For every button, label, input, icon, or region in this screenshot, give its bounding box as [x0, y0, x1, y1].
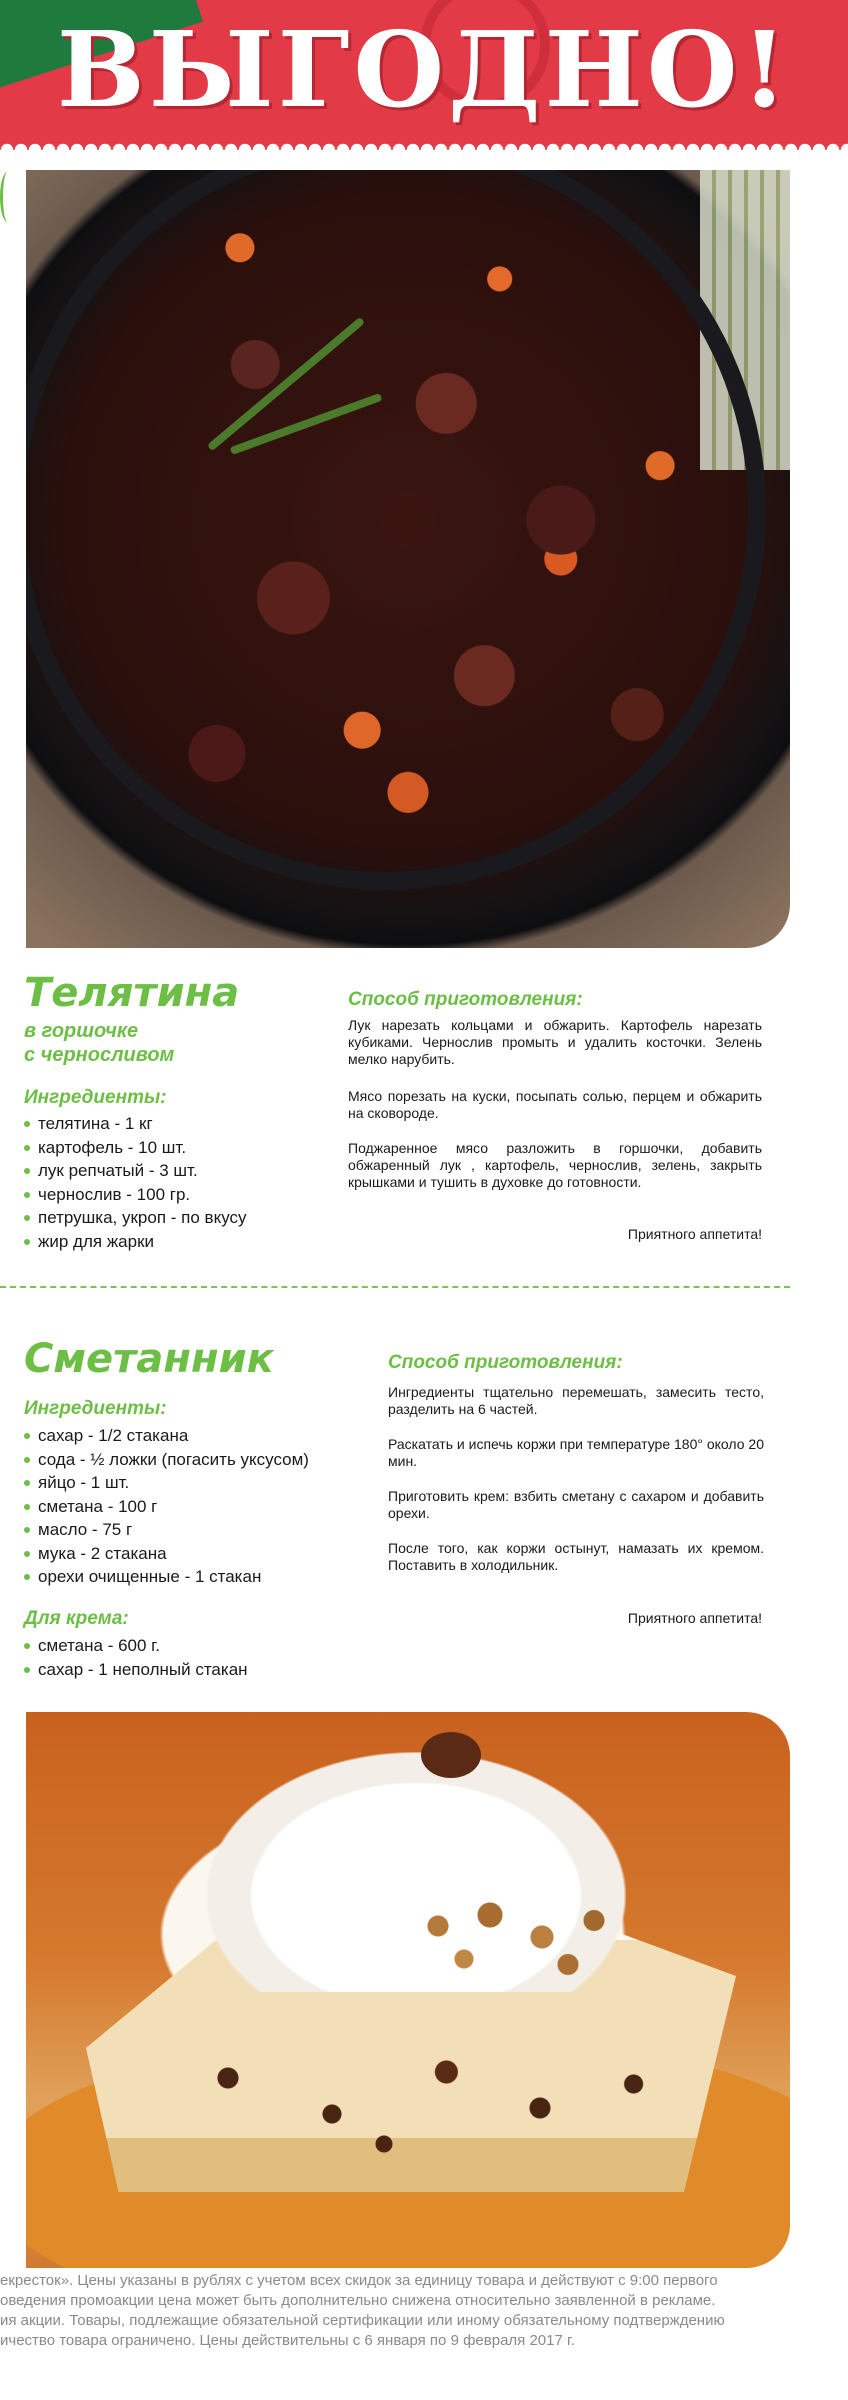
- bullet-dot-icon: [24, 1480, 30, 1486]
- recipe2-cream-list: [24, 1634, 248, 1681]
- bullet-dot-icon: [24, 1239, 30, 1245]
- recipe1-ingredients-heading: Ингредиенты:: [24, 1087, 167, 1108]
- recipe1-subtitle-line2: с черносливом: [24, 1044, 175, 1066]
- bullet-dot-icon: [24, 1504, 30, 1510]
- list-item: яйцо - 1 шт.: [24, 1471, 309, 1495]
- recipe1-ingredients-list: [24, 1112, 247, 1253]
- recipe2-ingredients-list: [24, 1424, 309, 1589]
- recipe2-ingredients-heading: Ингредиенты:: [24, 1398, 167, 1419]
- bullet-dot-icon: [24, 1215, 30, 1221]
- list-item: масло - 75 г: [24, 1518, 309, 1542]
- prune-topper: [421, 1732, 481, 1778]
- bullet-dot-icon: [24, 1433, 30, 1439]
- list-item: сода - ½ ложки (погасить уксусом): [24, 1448, 309, 1472]
- bullet-dot-icon: [24, 1667, 30, 1673]
- recipe2-cream-heading: Для крема:: [24, 1608, 129, 1629]
- list-item: жир для жарки: [24, 1230, 247, 1254]
- list-item: чернослив - 100 гр.: [24, 1183, 247, 1207]
- footer-line: екресток». Цены указаны в рублях с учетом всех скидок за единицу товара и действуют с 9:00 первого: [0, 2272, 718, 2289]
- list-item: орехи очищенные - 1 стакан: [24, 1565, 309, 1589]
- bullet-dot-icon: [24, 1527, 30, 1533]
- bullet-dot-icon: [24, 1121, 30, 1127]
- bullet-dot-icon: [24, 1551, 30, 1557]
- recipe1-closing: Приятного аппетита!: [627, 1226, 762, 1242]
- herb-sprig-icon: [0, 172, 15, 222]
- list-item: сметана - 600 г.: [24, 1634, 248, 1658]
- bullet-dot-icon: [24, 1192, 30, 1198]
- recipe2-step-1: Ингредиенты тщательно перемешать, замесить тесто, разделить на 6 частей.: [388, 1384, 764, 1417]
- bullet-dot-icon: [24, 1168, 30, 1174]
- recipe2-title: Сметанник: [24, 1336, 274, 1382]
- bullet-dot-icon: [24, 1457, 30, 1463]
- recipe2-step-2: Раскатать и испечь коржи при температуре 180° около 20 мин.: [388, 1436, 764, 1469]
- banner-scalloped-edge: [0, 136, 848, 150]
- list-item: лук репчатый - 3 шт.: [24, 1159, 247, 1183]
- footer-line: оведения промоакции цена может быть дополнительно снижена относительно заявленной в рекламе.: [0, 2292, 716, 2309]
- list-item: сметана - 100 г: [24, 1495, 309, 1519]
- section-divider: [0, 1286, 790, 1288]
- legal-footer: [0, 2271, 770, 2351]
- bullet-dot-icon: [24, 1145, 30, 1151]
- bullet-dot-icon: [24, 1643, 30, 1649]
- stew-photo: [26, 170, 790, 948]
- banner-title: ВЫГОДНО!: [56, 8, 792, 131]
- recipe1-title: Телятина: [24, 970, 240, 1016]
- recipe2-step-3: Приготовить крем: взбить сметану с сахаром и добавить орехи.: [388, 1488, 764, 1521]
- recipe1-subtitle-line1: в горшочке: [24, 1020, 139, 1042]
- prune-pieces: [176, 2042, 696, 2162]
- recipe1-step-2: Мясо порезать на куски, посыпать солью, перцем и обжарить на сковороде.: [348, 1088, 762, 1121]
- recipe2-step-4: После того, как коржи остынут, намазать их кремом. Поставить в холодильник.: [388, 1540, 764, 1573]
- pan-rim: [26, 170, 766, 890]
- list-item: сахар - 1 неполный стакан: [24, 1658, 248, 1682]
- promo-banner: [0, 0, 848, 150]
- list-item: мука - 2 стакана: [24, 1542, 309, 1566]
- recipe1-step-1: Лук нарезать кольцами и обжарить. Картофель нарезать кубиками. Чернослив промыть и удалить косточки. Зелень мелко нарубить.: [348, 1017, 762, 1067]
- footer-line: ия акции. Товары, подлежащие обязательной сертификации или иному обязательному подтверждению: [0, 2312, 725, 2329]
- recipe1-step-3: Поджаренное мясо разложить в горшочки, добавить обжаренный лук , картофель, чернослив, зелень, закрыть крышками и тушить в духовке до готовности.: [348, 1140, 762, 1190]
- footer-line: ичество товара ограничено. Цены действительны с 6 января по 9 февраля 2017 г.: [0, 2332, 575, 2349]
- cake-photo: [26, 1712, 790, 2268]
- list-item: телятина - 1 кг: [24, 1112, 247, 1136]
- list-item: петрушка, укроп - по вкусу: [24, 1206, 247, 1230]
- list-item: сахар - 1/2 стакана: [24, 1424, 309, 1448]
- bullet-dot-icon: [24, 1574, 30, 1580]
- recipe2-closing: Приятного аппетита!: [627, 1610, 762, 1626]
- recipe2-method-heading: Способ приготовления:: [388, 1352, 623, 1373]
- nut-topping: [386, 1882, 646, 1992]
- recipe1-method-heading: Способ приготовления:: [348, 989, 583, 1010]
- list-item: картофель - 10 шт.: [24, 1136, 247, 1160]
